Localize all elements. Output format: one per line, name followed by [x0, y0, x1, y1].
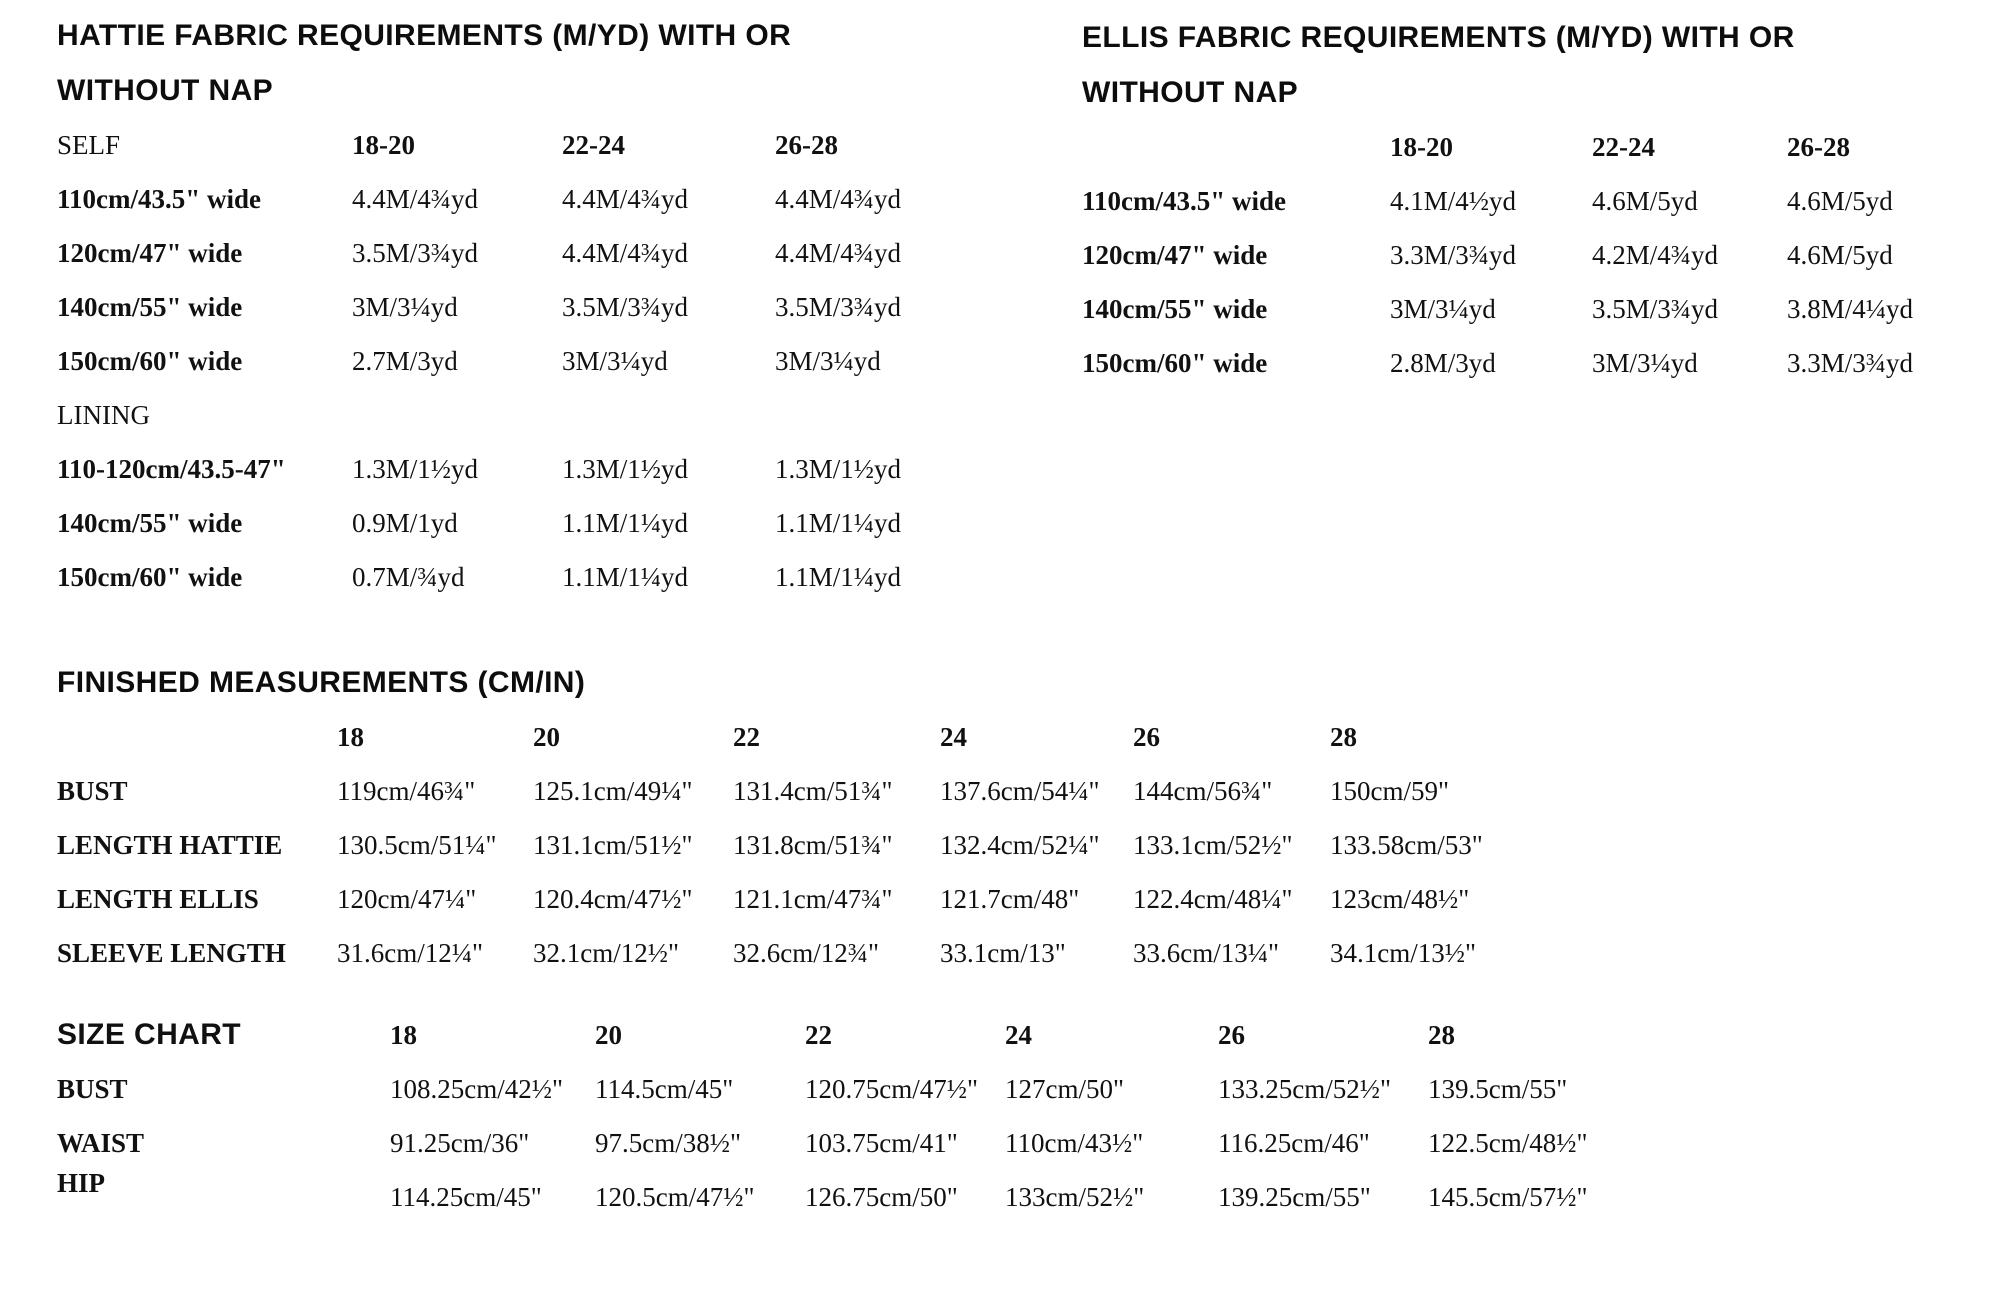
fabric-amount-cell: 4.4M/4¾yd — [775, 183, 902, 214]
measurement-cell: 125.1cm/49¼" — [533, 775, 693, 806]
fabric-width-label: 120cm/47" wide — [1082, 239, 1268, 270]
size-column-header: 18-20 — [352, 129, 415, 160]
fabric-amount-cell: 4.6M/5yd — [1787, 239, 1893, 270]
finished-header-row — [57, 710, 1957, 764]
fabric-amount-cell: 1.1M/1¼yd — [562, 561, 689, 592]
fabric-amount-cell: 1.1M/1¼yd — [562, 507, 689, 538]
ellis-title — [1082, 10, 2008, 120]
measurement-cell: 137.6cm/54¼" — [940, 775, 1100, 806]
fabric-amount-cell: 1.3M/1½yd — [562, 453, 689, 484]
measurement-cell: 32.6cm/12¾" — [733, 937, 880, 968]
fabric-amount-cell: 4.1M/4½yd — [1390, 185, 1517, 216]
hattie-lining-section-row — [57, 388, 987, 442]
fabric-width-row — [57, 280, 987, 334]
fabric-width-row — [57, 442, 987, 496]
hattie-title-line-1: HATTIE FABRIC REQUIREMENTS (M/YD) WITH OR — [57, 18, 792, 52]
measurement-cell: 122.5cm/48½" — [1428, 1127, 1588, 1158]
fabric-amount-cell: 3.3M/3¾yd — [1787, 347, 1914, 378]
fabric-width-row — [57, 496, 987, 550]
fabric-width-label: 120cm/47" wide — [57, 237, 243, 268]
fabric-amount-cell: 1.1M/1¼yd — [775, 561, 902, 592]
finished-measurements-table — [57, 655, 1957, 980]
measurement-cell: 150cm/59" — [1330, 775, 1450, 806]
size-column-header: 26-28 — [775, 129, 838, 160]
measurement-cell: 130.5cm/51¼" — [337, 829, 497, 860]
size-column-header: 24 — [940, 721, 967, 752]
size-column-header: 22-24 — [562, 129, 625, 160]
measurement-cell: 126.75cm/50" — [805, 1181, 958, 1212]
measurement-cell: 139.25cm/55" — [1218, 1181, 1371, 1212]
size-chart-header-row — [57, 1008, 1957, 1062]
measurement-cell: 145.5cm/57½" — [1428, 1181, 1588, 1212]
hattie-self-section-label: SELF — [57, 129, 121, 160]
measurement-cell: 34.1cm/13½" — [1330, 937, 1477, 968]
hattie-fabric-requirements-table — [57, 8, 987, 604]
measurement-row — [57, 818, 1957, 872]
fabric-width-row — [57, 172, 987, 226]
ellis-fabric-requirements-table — [1082, 10, 2008, 390]
size-column-header: 22 — [805, 1019, 832, 1050]
size-column-header: 20 — [533, 721, 560, 752]
fabric-amount-cell: 3M/3¼yd — [1592, 347, 1698, 378]
measurement-cell: 33.6cm/13¼" — [1133, 937, 1280, 968]
fabric-amount-cell: 0.9M/1yd — [352, 507, 458, 538]
fabric-amount-cell: 3M/3¼yd — [1390, 293, 1496, 324]
measurement-label: HIP — [57, 1167, 106, 1198]
measurement-cell: 120cm/47¼" — [337, 883, 477, 914]
measurement-cell: 131.8cm/51¾" — [733, 829, 893, 860]
measurement-cell: 120.4cm/47½" — [533, 883, 693, 914]
body-measurement-row — [57, 1116, 1957, 1170]
ellis-title-line-2: WITHOUT NAP — [1082, 75, 1299, 109]
measurement-row — [57, 872, 1957, 926]
measurement-cell: 120.5cm/47½" — [595, 1181, 755, 1212]
body-measurement-row — [57, 1167, 1957, 1224]
fabric-width-row — [1082, 336, 2008, 390]
fabric-amount-cell: 4.4M/4¾yd — [562, 237, 689, 268]
measurement-cell: 32.1cm/12½" — [533, 937, 680, 968]
measurement-cell: 131.4cm/51¾" — [733, 775, 893, 806]
measurement-cell: 121.7cm/48" — [940, 883, 1080, 914]
size-column-header: 22 — [733, 721, 760, 752]
fabric-width-row — [1082, 228, 2008, 282]
measurement-cell: 144cm/56¾" — [1133, 775, 1273, 806]
fabric-amount-cell: 2.7M/3yd — [352, 345, 458, 376]
fabric-amount-cell: 4.4M/4¾yd — [352, 183, 479, 214]
size-column-header: 18 — [337, 721, 364, 752]
measurement-cell: 91.25cm/36" — [390, 1127, 530, 1158]
measurement-cell: 139.5cm/55" — [1428, 1073, 1568, 1104]
measurement-label: SLEEVE LENGTH — [57, 937, 286, 968]
fabric-width-label: 140cm/55" wide — [1082, 293, 1268, 324]
measurement-cell: 132.4cm/52¼" — [940, 829, 1100, 860]
size-column-header: 22-24 — [1592, 131, 1655, 162]
fabric-amount-cell: 2.8M/3yd — [1390, 347, 1496, 378]
measurement-cell: 110cm/43½" — [1005, 1127, 1144, 1158]
measurement-cell: 133.58cm/53" — [1330, 829, 1483, 860]
measurement-label: WAIST — [57, 1127, 145, 1158]
ellis-header-row — [1082, 120, 2008, 174]
fabric-amount-cell: 4.4M/4¾yd — [562, 183, 689, 214]
fabric-amount-cell: 1.3M/1½yd — [352, 453, 479, 484]
fabric-width-label: 150cm/60" wide — [57, 345, 243, 376]
body-measurement-row — [57, 1062, 1957, 1116]
fabric-width-label: 140cm/55" wide — [57, 507, 243, 538]
ellis-title-line-1: ELLIS FABRIC REQUIREMENTS (M/YD) WITH OR — [1082, 20, 1795, 54]
measurement-cell: 103.75cm/41" — [805, 1127, 958, 1158]
size-chart-table — [57, 1008, 1957, 1224]
measurement-cell: 119cm/46¾" — [337, 775, 476, 806]
fabric-width-row — [57, 226, 987, 280]
measurement-cell: 108.25cm/42½" — [390, 1073, 564, 1104]
size-column-header: 24 — [1005, 1019, 1032, 1050]
fabric-width-label: 150cm/60" wide — [57, 561, 243, 592]
fabric-amount-cell: 3.5M/3¾yd — [1592, 293, 1719, 324]
fabric-amount-cell: 3.5M/3¾yd — [562, 291, 689, 322]
hattie-header-row — [57, 118, 987, 172]
measurement-cell: 116.25cm/46" — [1218, 1127, 1370, 1158]
measurement-cell: 121.1cm/47¾" — [733, 883, 893, 914]
size-chart-title: SIZE CHART — [57, 1018, 241, 1051]
fabric-width-label: 110cm/43.5" wide — [1082, 185, 1286, 216]
size-column-header: 26 — [1218, 1019, 1245, 1050]
measurement-cell: 131.1cm/51½" — [533, 829, 693, 860]
fabric-amount-cell: 3.3M/3¾yd — [1390, 239, 1517, 270]
measurement-cell: 120.75cm/47½" — [805, 1073, 979, 1104]
size-column-header: 20 — [595, 1019, 622, 1050]
fabric-amount-cell: 3.5M/3¾yd — [775, 291, 902, 322]
fabric-amount-cell: 0.7M/¾yd — [352, 561, 465, 592]
measurement-cell: 133cm/52½" — [1005, 1181, 1145, 1212]
fabric-amount-cell: 3.5M/3¾yd — [352, 237, 479, 268]
fabric-width-row — [57, 334, 987, 388]
fabric-amount-cell: 3M/3¼yd — [352, 291, 458, 322]
measurement-label: LENGTH ELLIS — [57, 883, 259, 914]
fabric-width-label: 110-120cm/43.5-47" — [57, 453, 286, 484]
hattie-title — [57, 8, 987, 118]
fabric-amount-cell: 3.8M/4¼yd — [1787, 293, 1914, 324]
size-column-header: 28 — [1330, 721, 1357, 752]
measurement-row — [57, 764, 1957, 818]
measurement-cell: 123cm/48½" — [1330, 883, 1470, 914]
measurement-label: BUST — [57, 775, 128, 806]
fabric-amount-cell: 4.2M/4¾yd — [1592, 239, 1719, 270]
measurement-cell: 127cm/50" — [1005, 1073, 1125, 1104]
measurement-cell: 133.25cm/52½" — [1218, 1073, 1392, 1104]
fabric-width-row — [1082, 174, 2008, 228]
measurement-label: BUST — [57, 1073, 128, 1104]
size-column-header: 26-28 — [1787, 131, 1850, 162]
size-column-header: 26 — [1133, 721, 1160, 752]
measurement-cell: 33.1cm/13" — [940, 937, 1066, 968]
fabric-width-label: 140cm/55" wide — [57, 291, 243, 322]
measurement-cell: 31.6cm/12¼" — [337, 937, 484, 968]
fabric-width-row — [1082, 282, 2008, 336]
finished-measurements-title: FINISHED MEASUREMENTS (CM/IN) — [57, 665, 586, 699]
measurement-cell: 114.5cm/45" — [595, 1073, 734, 1104]
measurement-cell: 122.4cm/48¼" — [1133, 883, 1293, 914]
fabric-width-label: 110cm/43.5" wide — [57, 183, 261, 214]
hattie-lining-section-label: LINING — [57, 399, 150, 430]
fabric-amount-cell: 1.1M/1¼yd — [775, 507, 902, 538]
fabric-amount-cell: 4.6M/5yd — [1787, 185, 1893, 216]
size-column-header: 28 — [1428, 1019, 1455, 1050]
measurement-cell: 133.1cm/52½" — [1133, 829, 1293, 860]
fabric-amount-cell: 4.6M/5yd — [1592, 185, 1698, 216]
fabric-amount-cell: 4.4M/4¾yd — [775, 237, 902, 268]
size-column-header: 18 — [390, 1019, 417, 1050]
measurement-row — [57, 926, 1957, 980]
fabric-width-label: 150cm/60" wide — [1082, 347, 1268, 378]
fabric-amount-cell: 3M/3¼yd — [775, 345, 881, 376]
hattie-title-line-2: WITHOUT NAP — [57, 73, 274, 107]
fabric-width-row — [57, 550, 987, 604]
measurement-cell: 114.25cm/45" — [390, 1181, 542, 1212]
size-column-header: 18-20 — [1390, 131, 1453, 162]
measurement-cell: 97.5cm/38½" — [595, 1127, 742, 1158]
measurement-label: LENGTH HATTIE — [57, 829, 283, 860]
fabric-amount-cell: 3M/3¼yd — [562, 345, 668, 376]
fabric-amount-cell: 1.3M/1½yd — [775, 453, 902, 484]
